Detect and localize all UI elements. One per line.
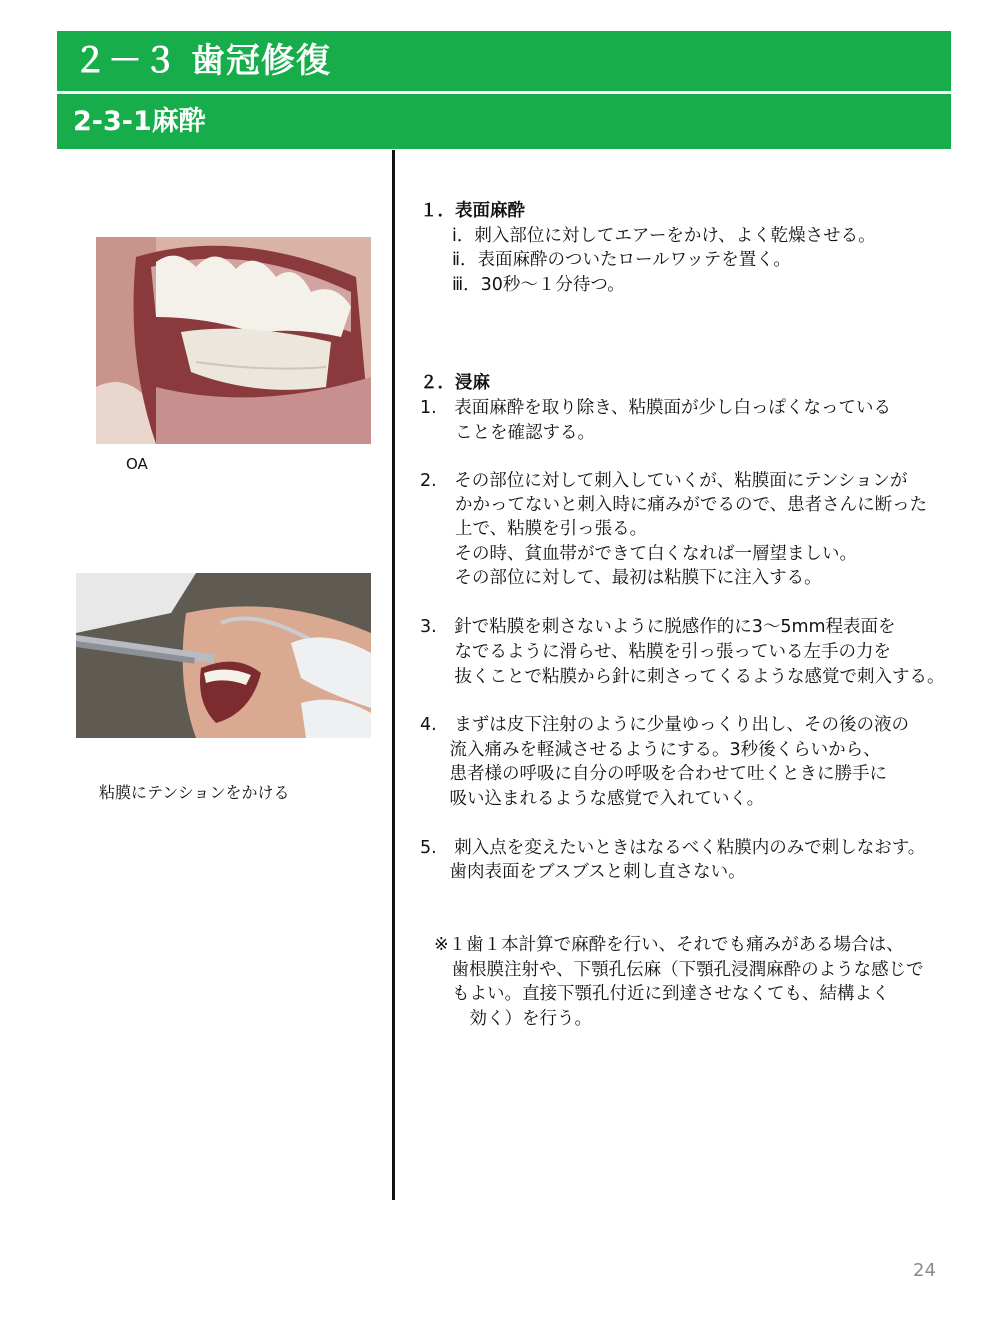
photo2-caption: 粘膜にテンションをかける: [99, 783, 290, 802]
procedure-line: 4. まずは皮下注射のように少量ゆっくり出し、その後の液の: [420, 715, 910, 735]
procedure-line: なでるように滑らせ、粘膜を引っ張っている左手の力を: [437, 642, 891, 662]
note-line: もよい。直接下顎孔付近に到達させなくても、結構よく: [452, 984, 890, 1004]
procedure-line: 患者様の呼吸に自分の呼吸を合わせて吐くときに勝手に: [432, 764, 887, 784]
section1-heading: １．表面麻酔: [420, 201, 525, 221]
oral-photo-injection: [76, 573, 371, 738]
note-line: 歯根膜注射や、下顎孔伝麻（下顎孔浸潤麻酔のような感じで: [434, 960, 924, 980]
procedure-line: 2. その部位に対して刺入していくが、粘膜面にテンションが: [420, 471, 908, 491]
section-title-banner: [57, 31, 951, 91]
subsection-title: 2-3-1麻酔: [73, 106, 206, 137]
procedure-line: 5. 刺入点を変えたいときはなるべく粘膜内のみで刺しなおす。: [420, 838, 926, 858]
photo1-caption: OA: [126, 455, 148, 473]
procedure-line: 歯肉表面をブスブスと刺し直さない。: [432, 862, 746, 882]
procedure-line: 流入痛みを軽減させるようにする。3秒後くらいから、: [432, 740, 881, 760]
procedure-line: 抜くことで粘膜から針に刺さってくるような感覚で刺入する。: [437, 667, 945, 687]
procedure-line: その部位に対して、最初は粘膜下に注入する。: [437, 568, 822, 588]
subsection-title-banner: [57, 94, 951, 149]
section1-step: ⅰ．刺入部位に対してエアーをかけ、よく乾燥させる。: [452, 226, 876, 246]
procedure-line: ことを確認する。: [420, 423, 595, 443]
note-line: 効く）を行う。: [452, 1009, 592, 1029]
procedure-line: 上で、粘膜を引っ張る。: [420, 519, 648, 539]
procedure-line: 3. 針で粘膜を刺さないように脱感作的に3～5mm程表面を: [420, 617, 896, 637]
oral-photo-teeth: [96, 237, 371, 444]
page-number: 24: [913, 1260, 936, 1281]
procedure-line: 1. 表面麻酔を取り除き、粘膜面が少し白っぽくなっている: [420, 398, 891, 418]
procedure-line: 吸い込まれるような感覚で入れていく。: [432, 789, 765, 809]
section-title: ２－３ 歯冠修復: [73, 41, 331, 81]
section1-step: ⅲ．30秒～１分待つ。: [452, 275, 625, 295]
procedure-line: かかってないと刺入時に痛みがでるので、患者さんに断った: [420, 495, 928, 515]
note-line: ※１歯１本計算で麻酔を行い、それでも痛みがある場合は、: [434, 935, 904, 955]
section1-step: ⅱ．表面麻酔のついたロールワッテを置く。: [452, 250, 791, 270]
section2-heading: ２．浸麻: [420, 373, 490, 393]
column-divider: [392, 150, 395, 1200]
procedure-line: その時、貧血帯ができて白くなれば一層望ましい。: [437, 544, 857, 564]
